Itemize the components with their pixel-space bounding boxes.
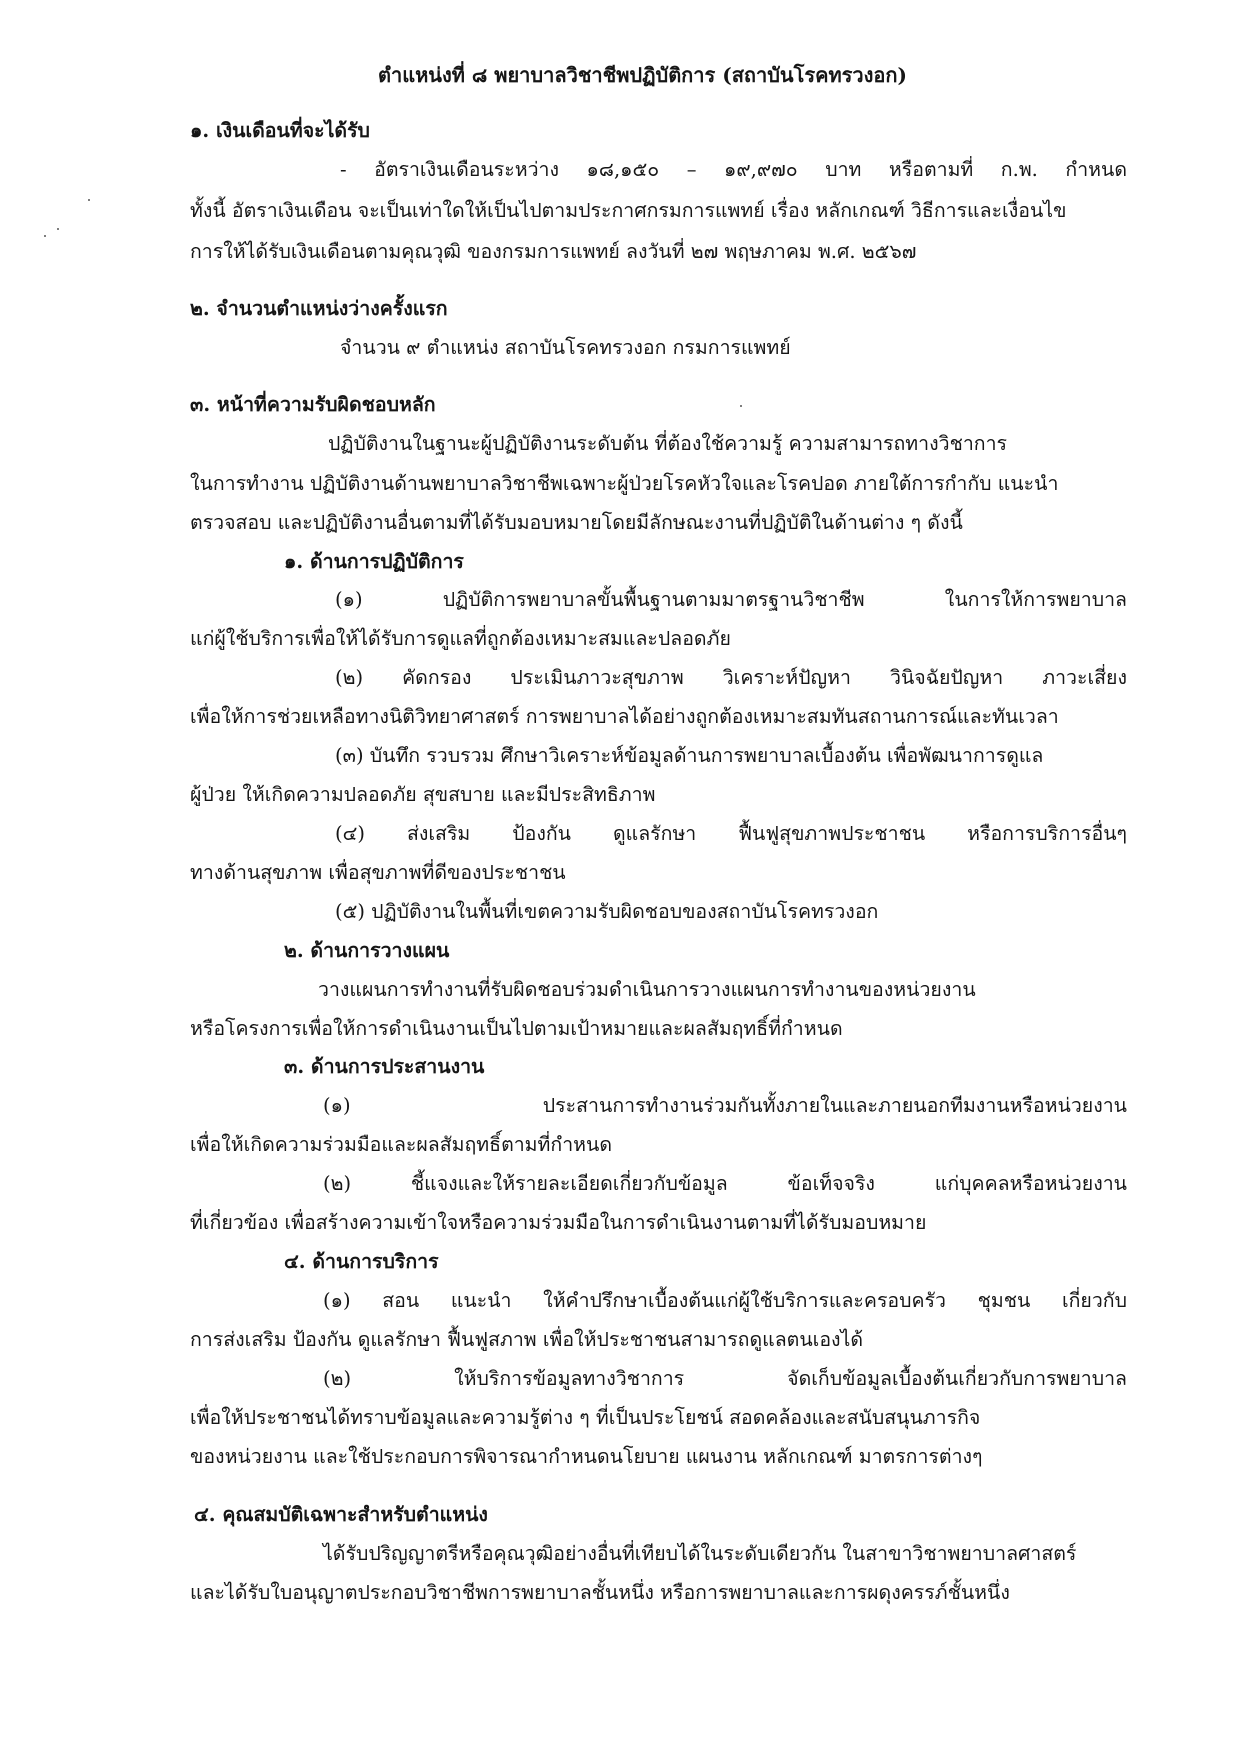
operations-item-2-line-2: เพื่อให้การช่วยเหลือทางนิติวิทยาศาสตร์ การพยาบาลได้อย่างถูกต้องเหมาะสมทันสถานการณ์และทันเวลา	[190, 705, 1059, 728]
planning-line-2: หรือโครงการเพื่อให้การดำเนินงานเป็นไปตามเป้าหมายและผลสัมฤทธิ์ที่กำหนด	[190, 1017, 843, 1040]
subsection-planning-heading: ๒. ด้านการวางแผน	[284, 939, 450, 962]
service-item-2-line-1: (๒) ให้บริการข้อมูลทางวิชาการ จัดเก็บข้อมูลเบื้องต้นเกี่ยวกับการพยาบาล	[323, 1367, 1127, 1390]
subsection-coordination-heading: ๓. ด้านการประสานงาน	[284, 1055, 485, 1078]
salary-line-2: ทั้งนี้ อัตราเงินเดือน จะเป็นเท่าใดให้เป็นไปตามประกาศกรมการแพทย์ เรื่อง หลักเกณฑ์ วิธีการและเงื่อนไข	[190, 199, 1067, 222]
subsection-operations-heading: ๑. ด้านการปฏิบัติการ	[284, 550, 464, 573]
operations-item-3-line-1: (๓) บันทึก รวบรวม ศึกษาวิเคราะห์ข้อมูลด้านการพยาบาลเบื้องต้น เพื่อพัฒนาการดูแล	[335, 744, 1044, 767]
section-2-heading: ๒. จำนวนตำแหน่งว่างครั้งแรก	[190, 297, 448, 320]
qualification-line-1: ได้รับปริญญาตรีหรือคุณวุฒิอย่างอื่นที่เทียบได้ในระดับเดียวกัน ในสาขาวิชาพยาบาลศาสตร์	[323, 1542, 1077, 1565]
service-item-2-line-2: เพื่อให้ประชาชนได้ทราบข้อมูลและความรู้ต่าง ๆ ที่เป็นประโยชน์ สอดคล้องและสนับสนุนภารกิจ	[190, 1406, 981, 1429]
salary-line-1: - อัตราเงินเดือนระหว่าง ๑๘,๑๕๐ – ๑๙,๙๗๐ บาท หรือตามที่ ก.พ. กำหนด	[340, 158, 1127, 181]
section-1-heading: ๑. เงินเดือนที่จะได้รับ	[190, 119, 370, 142]
document-title: ตำแหน่งที่ ๘ พยาบาลวิชาชีพปฏิบัติการ (สถาบันโรคทรวงอก)	[378, 63, 907, 87]
scan-speck	[740, 405, 742, 407]
coordination-item-2-line-1: (๒) ชี้แจงและให้รายละเอียดเกี่ยวกับข้อมูล ข้อเท็จจริง แก่บุคคลหรือหน่วยงาน	[323, 1172, 1127, 1195]
operations-item-5-line-1: (๕) ปฏิบัติงานในพื้นที่เขตความรับผิดชอบของสถาบันโรคทรวงอก	[335, 900, 879, 923]
vacancy-line: จำนวน ๙ ตำแหน่ง สถาบันโรคทรวงอก กรมการแพทย์	[340, 336, 791, 359]
coordination-item-2-line-2: ที่เกี่ยวข้อง เพื่อสร้างความเข้าใจหรือความร่วมมือในการดำเนินงานตามที่ได้รับมอบหมาย	[190, 1211, 927, 1234]
service-item-2-line-3: ของหน่วยงาน และใช้ประกอบการพิจารณากำหนดนโยบาย แผนงาน หลักเกณฑ์ มาตรการต่างๆ	[190, 1445, 983, 1468]
service-item-1-line-2: การส่งเสริม ป้องกัน ดูแลรักษา ฟื้นฟูสภาพ เพื่อให้ประชาชนสามารถดูแลตนเองได้	[190, 1328, 864, 1351]
scan-speck	[88, 199, 90, 201]
duty-paragraph-line-3: ตรวจสอบ และปฏิบัติงานอื่นตามที่ได้รับมอบหมายโดยมีลักษณะงานที่ปฏิบัติในด้านต่าง ๆ ดังนี้	[190, 511, 963, 534]
coordination-item-1-line-2: เพื่อให้เกิดความร่วมมือและผลสัมฤทธิ์ตามที่กำหนด	[190, 1133, 612, 1156]
duty-paragraph-line-1: ปฏิบัติงานในฐานะผู้ปฏิบัติงานระดับต้น ที่ต้องใช้ความรู้ ความสามารถทางวิชาการ	[328, 432, 1007, 455]
service-item-1-line-1: (๑) สอน แนะนำ ให้คำปรึกษาเบื้องต้นแก่ผู้ใช้บริการและครอบครัว ชุมชน เกี่ยวกับ	[323, 1289, 1127, 1312]
duty-paragraph-line-2: ในการทำงาน ปฏิบัติงานด้านพยาบาลวิชาชีพเฉพาะผู้ป่วยโรคหัวใจและโรคปอด ภายใต้การกำกับ แนะนำ	[190, 472, 1059, 495]
coordination-item-1-line-1: (๑) ประสานการทำงานร่วมกันทั้งภายในและภายนอกทีมงานหรือหน่วยงาน	[323, 1094, 1127, 1117]
salary-line-3: การให้ได้รับเงินเดือนตามคุณวุฒิ ของกรมการแพทย์ ลงวันที่ ๒๗ พฤษภาคม พ.ศ. ๒๕๖๗	[190, 240, 917, 263]
qualification-line-2: และได้รับใบอนุญาตประกอบวิชาชีพการพยาบาลชั้นหนึ่ง หรือการพยาบาลและการผดุงครรภ์ชั้นหนึ่ง	[190, 1581, 1010, 1604]
subsection-service-heading: ๔. ด้านการบริการ	[284, 1250, 439, 1273]
operations-item-1-line-1: (๑) ปฏิบัติการพยาบาลขั้นพื้นฐานตามมาตรฐานวิชาชีพ ในการให้การพยาบาล	[335, 588, 1127, 611]
operations-item-1-line-2: แก่ผู้ใช้บริการเพื่อให้ได้รับการดูแลที่ถูกต้องเหมาะสมและปลอดภัย	[190, 627, 731, 650]
planning-line-1: วางแผนการทำงานที่รับผิดชอบร่วมดำเนินการวางแผนการทำงานของหน่วยงาน	[318, 978, 976, 1001]
operations-item-2-line-1: (๒) คัดกรอง ประเมินภาวะสุขภาพ วิเคราะห์ปัญหา วินิจฉัยปัญหา ภาวะเสี่ยง	[335, 666, 1127, 689]
operations-item-4-line-1: (๔) ส่งเสริม ป้องกัน ดูแลรักษา ฟื้นฟูสุขภาพประชาชน หรือการบริการอื่นๆ	[335, 822, 1127, 845]
scan-speck	[57, 228, 59, 230]
section-3-heading: ๓. หน้าที่ความรับผิดชอบหลัก	[190, 393, 436, 416]
section-4-heading: ๔. คุณสมบัติเฉพาะสำหรับตำแหน่ง	[194, 1503, 488, 1526]
operations-item-3-line-2: ผู้ป่วย ให้เกิดความปลอดภัย สุขสบาย และมีประสิทธิภาพ	[190, 783, 656, 806]
scan-speck	[44, 235, 46, 237]
operations-item-4-line-2: ทางด้านสุขภาพ เพื่อสุขภาพที่ดีของประชาชน	[190, 861, 566, 884]
